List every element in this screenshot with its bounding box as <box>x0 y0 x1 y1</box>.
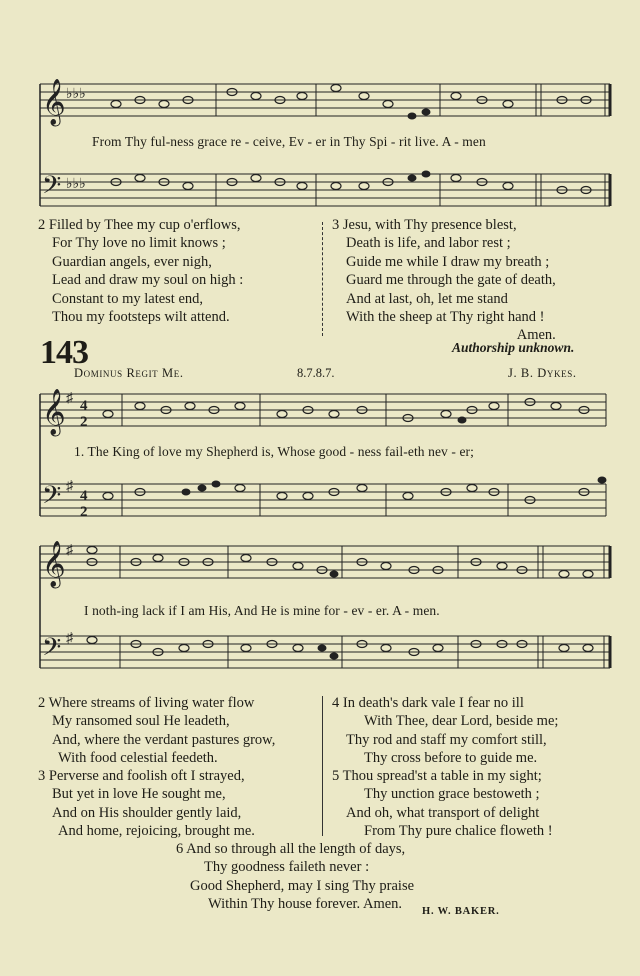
svg-text:𝄞: 𝄞 <box>42 389 66 434</box>
hymn143-lyric-line-2: I noth-ing lack if I am His, And He is mine for - ev - er. A - men. <box>84 603 440 618</box>
verse-line: And on His shoulder gently laid, <box>52 804 242 821</box>
verse-line: With food celestial feedeth. <box>58 750 218 767</box>
svg-text:♭♭♭: ♭♭♭ <box>66 87 86 102</box>
verse-line: And, where the verdant pastures grow, <box>52 731 276 748</box>
svg-text:2: 2 <box>80 414 88 430</box>
verse-line: 4 In death's dark vale I fear no ill <box>332 695 524 711</box>
verse-divider <box>322 696 323 836</box>
svg-text:𝄢: 𝄢 <box>42 482 62 515</box>
verse-line: 5 Thou spread'st a table in my sight; <box>332 768 542 784</box>
hymn142-verse-2 <box>38 216 243 326</box>
svg-text:♭♭♭: ♭♭♭ <box>66 177 86 192</box>
verse-line: Thou my footsteps wilt attend. <box>52 309 230 326</box>
svg-text:𝄞: 𝄞 <box>42 79 66 124</box>
verse-line: Good Shepherd, may I sing Thy praise <box>190 877 415 894</box>
hymn143-lyric-line-1: 1. The King of love my Shepherd is, Whose good - ness fail-eth nev - er; <box>74 444 474 459</box>
hymn143-verse-3 <box>38 767 255 841</box>
hymn143-author: H. W. BAKER. <box>422 906 500 917</box>
composer: J. B. Dykes. <box>508 366 577 380</box>
verse-line: Constant to my latest end, <box>52 290 204 307</box>
verse-line: Thy rod and staff my comfort still, <box>346 731 547 748</box>
svg-text:2: 2 <box>80 504 88 520</box>
svg-text:4: 4 <box>80 398 88 414</box>
svg-text:𝄢: 𝄢 <box>42 172 62 205</box>
verse-line: With Thee, dear Lord, beside me; <box>364 713 559 730</box>
verse-line: But yet in love He sought me, <box>52 786 226 803</box>
svg-text:♯: ♯ <box>66 479 73 494</box>
verse-line: Guard me through the gate of death, <box>346 272 556 289</box>
meter: 8.7.8.7. <box>297 366 335 380</box>
verse-line: Guardian angels, ever nigh, <box>52 253 212 270</box>
hymn142-attribution: Authorship unknown. <box>452 340 575 355</box>
hymn-number: 143 <box>40 334 88 371</box>
svg-text:♯: ♯ <box>66 631 73 646</box>
verse-line: Lead and draw my soul on high : <box>52 272 244 289</box>
verse-line: With the sheep at Thy right hand ! <box>346 309 545 326</box>
verse-line: 2 Filled by Thee my cup o'erflows, <box>38 217 241 233</box>
amen: Amen. <box>516 327 556 344</box>
hymn142-verse-3 <box>332 216 556 345</box>
svg-text:4: 4 <box>80 488 88 504</box>
verse-line: 2 Where streams of living water flow <box>38 695 255 711</box>
svg-text:𝄢: 𝄢 <box>42 634 62 667</box>
svg-text:♯: ♯ <box>66 391 73 406</box>
verse-line: Within Thy house forever. Amen. <box>208 896 403 913</box>
verse-line: Guide me while I draw my breath ; <box>346 253 550 270</box>
hymn142-lyric-line: From Thy ful-ness grace re - ceive, Ev - er in Thy Spi - rit live. A - men <box>92 134 486 149</box>
verse-line: Thy goodness faileth never : <box>204 859 370 876</box>
verse-line: From Thy pure chalice floweth ! <box>364 823 553 840</box>
verse-line: For Thy love no limit knows ; <box>52 235 226 252</box>
verse-line: My ransomed soul He leadeth, <box>52 713 230 730</box>
verse-divider <box>322 222 323 336</box>
hymn143-verse-6 <box>176 840 414 914</box>
hymn143-verse-4 <box>332 694 558 768</box>
verse-line: 3 Perverse and foolish oft I strayed, <box>38 768 245 784</box>
hymn143-verse-2 <box>38 694 275 768</box>
verse-line: Thy cross before to guide me. <box>364 750 538 767</box>
verse-line: And home, rejoicing, brought me. <box>58 823 255 840</box>
verse-line: 6 And so through all the length of days, <box>176 841 406 857</box>
svg-text:𝄞: 𝄞 <box>42 541 66 586</box>
verse-line: And at last, oh, let me stand <box>346 290 508 307</box>
hymn143-verse-5 <box>332 767 553 841</box>
verse-line: 3 Jesu, with Thy presence blest, <box>332 217 517 233</box>
verse-line: Death is life, and labor rest ; <box>346 235 511 252</box>
verse-line: And oh, what transport of delight <box>346 804 540 821</box>
verse-line: Thy unction grace bestoweth ; <box>364 786 540 803</box>
svg-text:♯: ♯ <box>66 543 73 558</box>
tune-name: Dominus Regit Me. <box>74 366 184 380</box>
